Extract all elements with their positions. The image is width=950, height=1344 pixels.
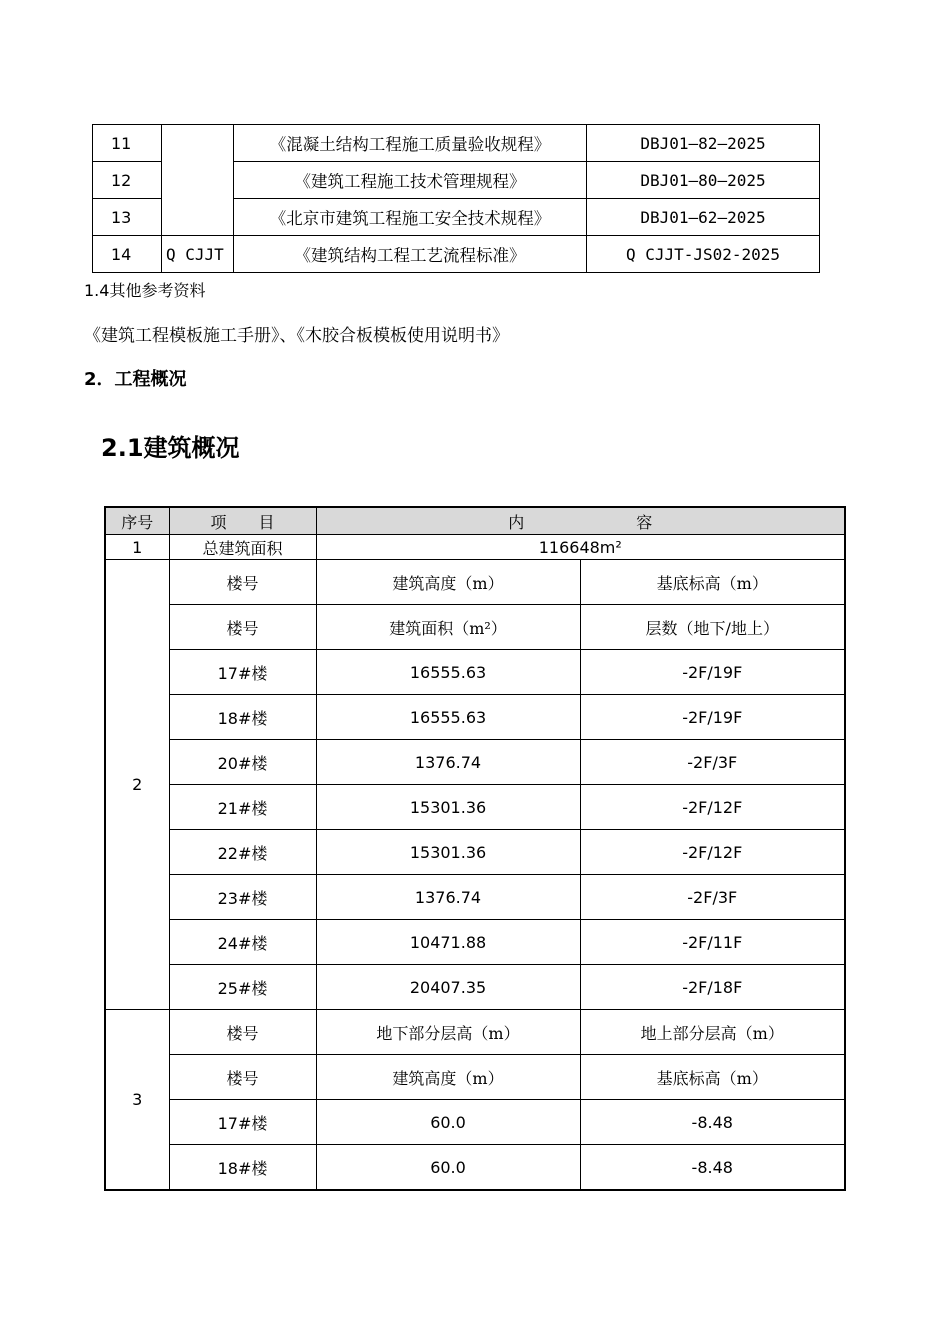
table-row <box>105 785 845 830</box>
table-row <box>105 650 845 695</box>
table-row <box>105 920 845 965</box>
building-value: 60.0 <box>316 1145 580 1191</box>
group-seq: 3 <box>105 1010 169 1191</box>
table-row <box>105 1145 845 1191</box>
building-number: 楼号 <box>169 1010 316 1055</box>
group-seq: 2 <box>105 560 169 1010</box>
standard-category <box>162 125 234 236</box>
building-number: 18#楼 <box>169 695 316 740</box>
table-row <box>105 830 845 875</box>
building-value: 10471.88 <box>316 920 580 965</box>
building-value: 地上部分层高（m） <box>580 1010 845 1055</box>
standard-category: Q CJJT <box>162 236 234 273</box>
standard-name: 《北京市建筑工程施工安全技术规程》 <box>234 199 587 236</box>
building-value: 建筑高度（m） <box>316 1055 580 1100</box>
reference-list: 《建筑工程模板施工手册》、《木胶合板模板使用说明书》 <box>84 326 509 346</box>
building-value: -2F/12F <box>580 785 845 830</box>
table-row <box>105 875 845 920</box>
table-row <box>105 1055 845 1100</box>
table-row <box>93 125 820 162</box>
building-value: 20407.35 <box>316 965 580 1010</box>
building-value: 16555.63 <box>316 650 580 695</box>
building-number: 20#楼 <box>169 740 316 785</box>
building-value: 16555.63 <box>316 695 580 740</box>
building-value: 基底标高（m） <box>580 560 845 605</box>
building-value: 建筑高度（m） <box>316 560 580 605</box>
standard-name: 《建筑结构工程工艺流程标准》 <box>234 236 587 273</box>
subsection-title: 2.1建筑概况 <box>101 434 240 462</box>
building-value: -2F/19F <box>580 650 845 695</box>
building-number: 17#楼 <box>169 1100 316 1145</box>
standard-number: 12 <box>93 162 162 199</box>
table-row <box>105 535 845 560</box>
building-value: 地下部分层高（m） <box>316 1010 580 1055</box>
standard-code: DBJ01—82—2025 <box>587 125 820 162</box>
building-value: 60.0 <box>316 1100 580 1145</box>
header-item: 项 目 <box>169 507 316 535</box>
building-value: -8.48 <box>580 1145 845 1191</box>
building-value: 层数（地下/地上） <box>580 605 845 650</box>
building-value: 15301.36 <box>316 785 580 830</box>
building-number: 17#楼 <box>169 650 316 695</box>
reference-heading: 1.4其他参考资料 <box>84 281 206 300</box>
table-row <box>105 965 845 1010</box>
table-row <box>105 605 845 650</box>
section-title: 2．工程概况 <box>84 369 187 390</box>
building-value: 1376.74 <box>316 875 580 920</box>
standard-number: 14 <box>93 236 162 273</box>
standard-code: DBJ01—62—2025 <box>587 199 820 236</box>
table-row <box>105 1100 845 1145</box>
standards-table <box>92 124 820 273</box>
table-row <box>105 695 845 740</box>
building-overview-table <box>104 506 846 1191</box>
row-item: 总建筑面积 <box>169 535 316 560</box>
building-value: -2F/11F <box>580 920 845 965</box>
building-number: 18#楼 <box>169 1145 316 1191</box>
building-value: 15301.36 <box>316 830 580 875</box>
building-number: 22#楼 <box>169 830 316 875</box>
building-value: -2F/12F <box>580 830 845 875</box>
building-value: -2F/3F <box>580 740 845 785</box>
building-number: 23#楼 <box>169 875 316 920</box>
building-value: 1376.74 <box>316 740 580 785</box>
table-row <box>105 740 845 785</box>
building-value: -2F/19F <box>580 695 845 740</box>
header-content: 内 容 <box>316 507 845 535</box>
building-number: 24#楼 <box>169 920 316 965</box>
table-row <box>93 236 820 273</box>
standard-code: DBJ01—80—2025 <box>587 162 820 199</box>
building-number: 楼号 <box>169 1055 316 1100</box>
building-number: 25#楼 <box>169 965 316 1010</box>
building-value: -2F/18F <box>580 965 845 1010</box>
building-number: 楼号 <box>169 605 316 650</box>
standard-name: 《建筑工程施工技术管理规程》 <box>234 162 587 199</box>
building-value: 建筑面积（m²） <box>316 605 580 650</box>
header-row <box>105 507 845 535</box>
standard-number: 11 <box>93 125 162 162</box>
standard-number: 13 <box>93 199 162 236</box>
standard-code: Q CJJT-JS02-2025 <box>587 236 820 273</box>
building-value: -8.48 <box>580 1100 845 1145</box>
table-row <box>105 560 845 605</box>
total-area-value: 116648m² <box>316 535 845 560</box>
header-seq: 序号 <box>105 507 169 535</box>
building-value: -2F/3F <box>580 875 845 920</box>
table-row <box>105 1010 845 1055</box>
row-seq: 1 <box>105 535 169 560</box>
building-number: 21#楼 <box>169 785 316 830</box>
standard-name: 《混凝土结构工程施工质量验收规程》 <box>234 125 587 162</box>
building-number: 楼号 <box>169 560 316 605</box>
building-value: 基底标高（m） <box>580 1055 845 1100</box>
